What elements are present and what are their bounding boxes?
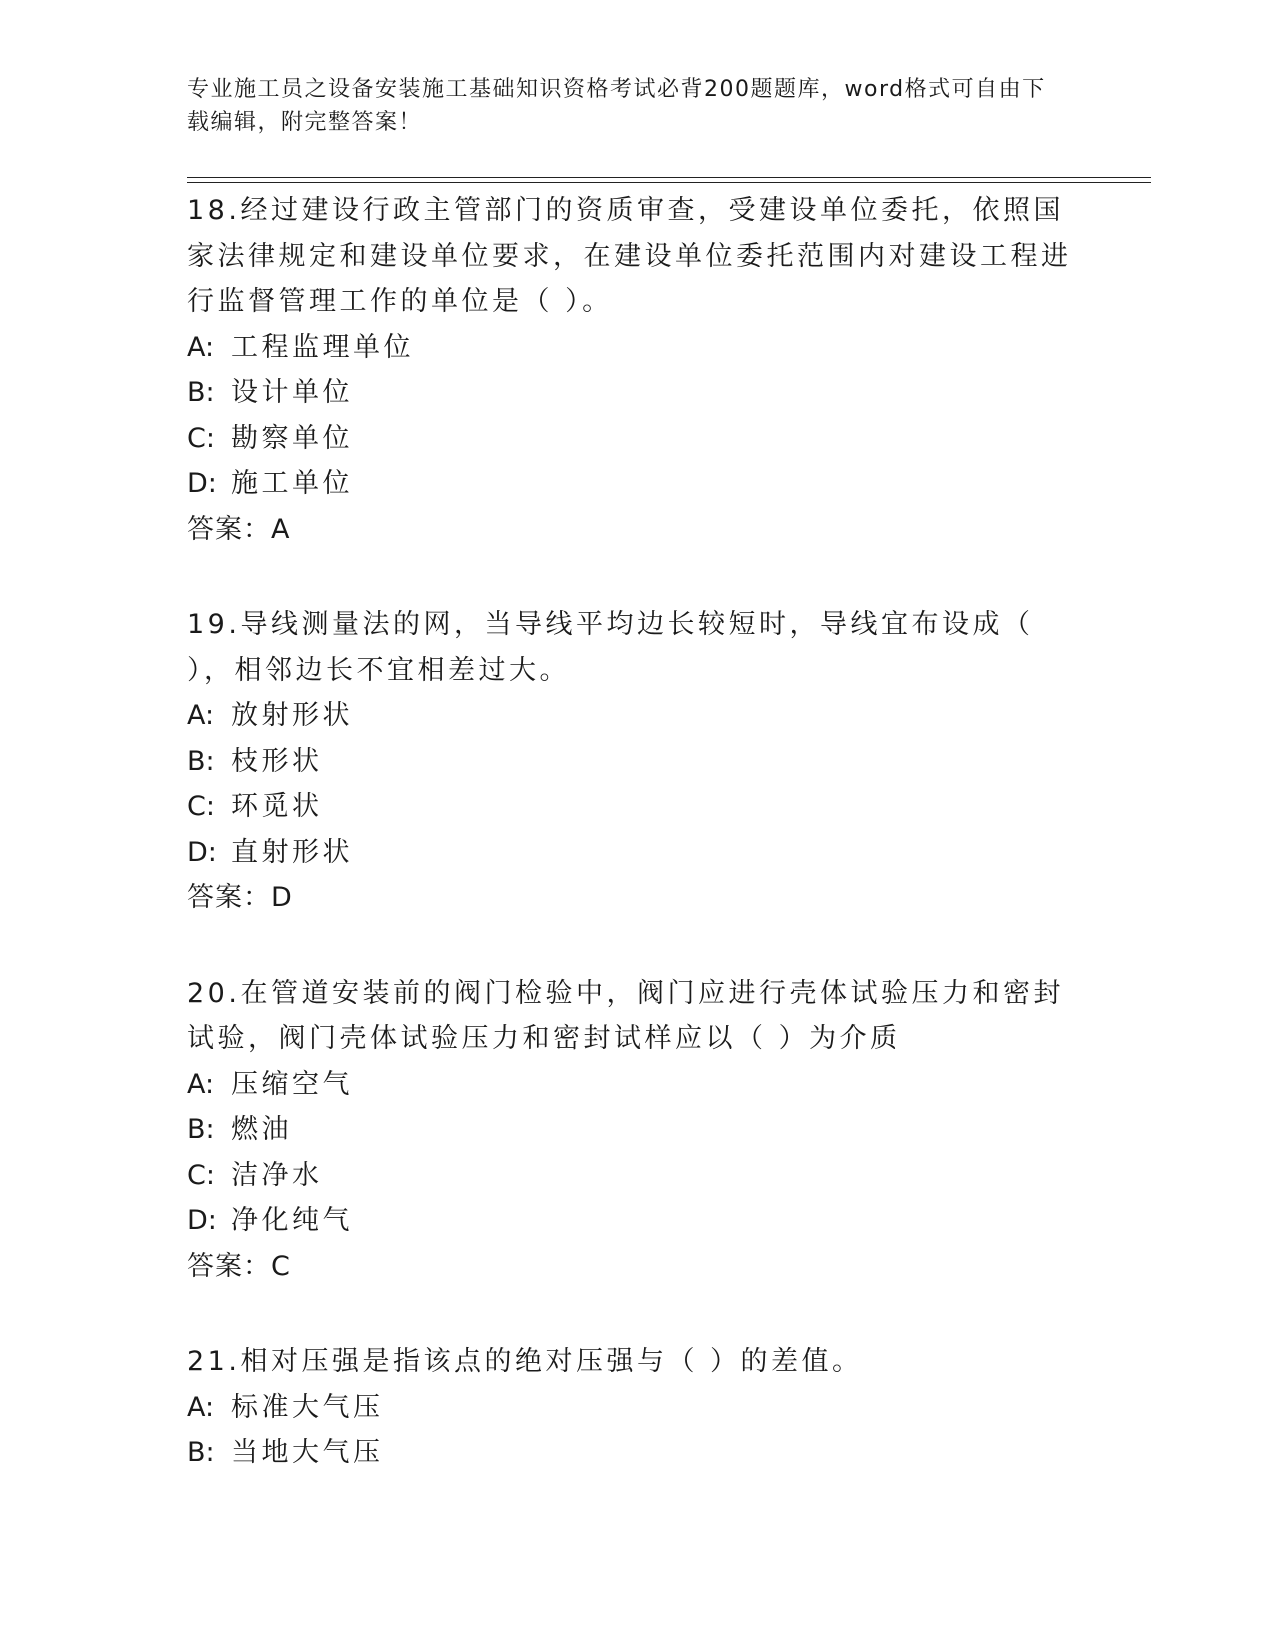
answer-line: 答案：A <box>187 513 291 545</box>
question-stem: 18.经过建设行政主管部门的资质审查，受建设单位委托，依照国家法律规定和建设单位要求，在建设单位委托范围内对建设工程进行监督管理工作的单位是（ ）。 <box>187 195 1072 317</box>
option-letter: B: <box>187 1437 215 1468</box>
option-text: 工程监理单位 <box>231 331 414 363</box>
question-stem: 21.相对压强是指该点的绝对压强与（ ）的差值。 <box>187 1346 863 1377</box>
document-header: 专业施工员之设备安装施工基础知识资格考试必背200题题库，word格式可自由下载编辑，附完整答案！ <box>187 77 1046 135</box>
header-divider-thin <box>187 177 1151 178</box>
question-stem: 20.在管道安装前的阀门检验中，阀门应进行壳体试验压力和密封试验，阀门壳体试验压力和密封试样应以（ ）为介质 <box>187 977 1064 1054</box>
option-letter: C: <box>187 422 215 454</box>
option-a <box>187 1385 1087 1431</box>
option-text: 净化纯气 <box>231 1205 353 1236</box>
option-text: 施工单位 <box>231 468 353 499</box>
option-letter: B: <box>187 745 215 777</box>
option-text: 勘察单位 <box>231 422 353 454</box>
option-letter: D: <box>187 1205 217 1236</box>
option-text: 洁净水 <box>231 1159 323 1191</box>
option-a <box>187 693 1087 739</box>
question-19 <box>187 602 1087 921</box>
option-text: 直射形状 <box>231 836 353 868</box>
option-d <box>187 830 1087 876</box>
option-letter: B: <box>187 1114 215 1145</box>
option-text: 枝形状 <box>231 745 323 777</box>
option-text: 设计单位 <box>231 377 353 408</box>
question-stem: 19.导线测量法的网，当导线平均边长较短时，导线宜布设成（ ），相邻边长不宜相差过大。 <box>187 609 1034 686</box>
option-letter: A: <box>187 331 215 363</box>
option-b <box>187 739 1087 785</box>
option-text: 燃油 <box>231 1114 292 1145</box>
option-letter: D: <box>187 468 217 499</box>
option-d <box>187 1198 1087 1244</box>
option-text: 压缩空气 <box>231 1068 353 1100</box>
option-letter: C: <box>187 1159 215 1191</box>
option-c <box>187 1153 1087 1199</box>
option-letter: B: <box>187 377 215 408</box>
option-d <box>187 461 1087 507</box>
option-a <box>187 1062 1087 1108</box>
option-text: 环觅状 <box>231 791 323 822</box>
option-letter: A: <box>187 700 215 731</box>
option-c <box>187 784 1087 830</box>
answer-line: 答案：D <box>187 882 293 913</box>
option-letter: D: <box>187 836 217 868</box>
answer-line: 答案：C <box>187 1250 291 1282</box>
option-text: 放射形状 <box>231 700 353 731</box>
option-b <box>187 1107 1087 1153</box>
question-20 <box>187 971 1087 1290</box>
option-a <box>187 325 1087 371</box>
question-21 <box>187 1339 1087 1476</box>
option-text: 当地大气压 <box>231 1437 384 1468</box>
option-c <box>187 416 1087 462</box>
header-divider-thick <box>187 182 1151 183</box>
option-b <box>187 1430 1087 1476</box>
question-18 <box>187 188 1087 552</box>
option-text: 标准大气压 <box>231 1391 384 1423</box>
option-letter: C: <box>187 791 215 822</box>
option-letter: A: <box>187 1391 215 1423</box>
option-b <box>187 370 1087 416</box>
question-list <box>187 188 1087 1526</box>
option-letter: A: <box>187 1068 215 1100</box>
